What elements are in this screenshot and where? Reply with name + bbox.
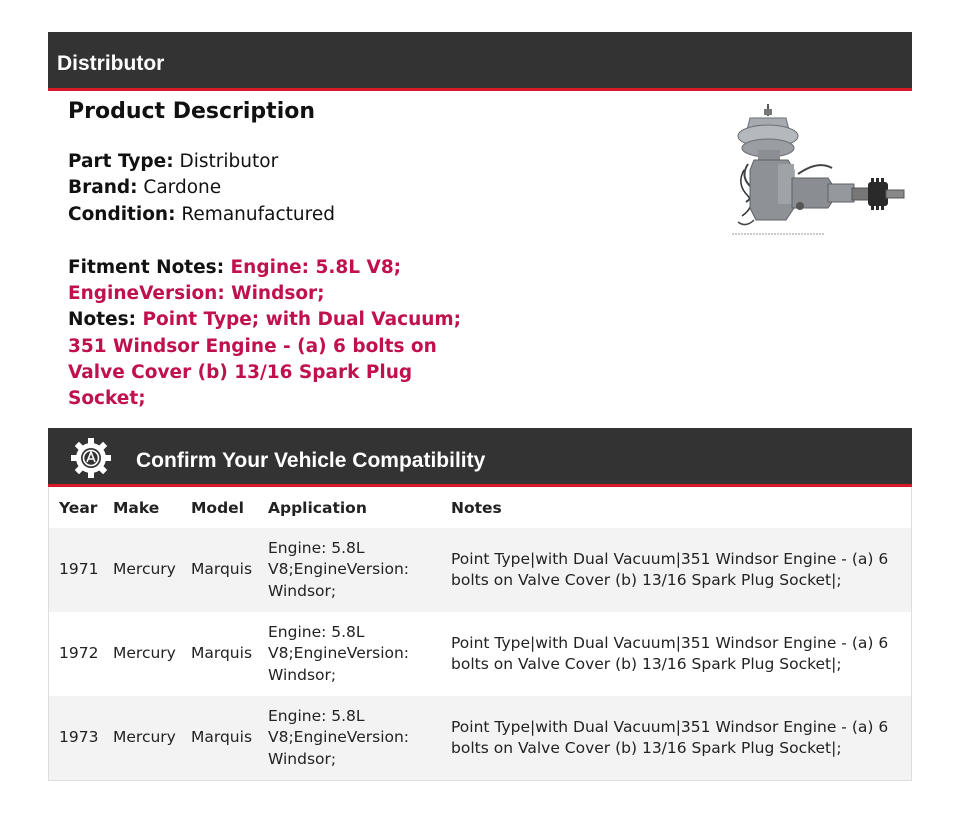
- description-heading: Product Description: [68, 99, 316, 124]
- cell-notes: Point Type|with Dual Vacuum|351 Windsor Engine - (a) 6 bolts on Valve Cover (b) 13/16 Spark Plug Socket|;: [451, 633, 889, 673]
- gear-icon: [70, 437, 112, 479]
- compatibility-table: [48, 487, 912, 781]
- spec-value: Distributor: [179, 151, 279, 172]
- product-description: [68, 96, 688, 413]
- spec-list: [68, 149, 688, 228]
- product-image: [728, 104, 906, 240]
- notes-value: Point Type; with Dual Vacuum; 351 Windsor Engine - (a) 6 bolts on Valve Cover (b) 13/16 Spark Plug Socket;: [68, 309, 462, 410]
- cell-model: Marquis: [191, 644, 253, 663]
- distributor-product-photo: [728, 104, 906, 240]
- fitment-value: Engine: 5.8L V8; EngineVersion: Windsor;: [68, 256, 402, 305]
- compatibility-title: Confirm Your Vehicle Compatibility: [136, 449, 486, 472]
- spec-value: Cardone: [143, 177, 222, 199]
- cell-model: Marquis: [181, 696, 258, 780]
- cell-year: 1971: [49, 528, 103, 612]
- table-row: [49, 696, 911, 780]
- cell-model: Marquis: [181, 528, 258, 612]
- cell-make: Mercury: [103, 528, 181, 612]
- fitment-label: Fitment Notes:: [68, 256, 225, 278]
- column-header-year: Year: [59, 498, 98, 517]
- spec-label: Part Type:: [68, 151, 174, 172]
- fitment-notes: [68, 255, 478, 413]
- spec-label: Brand:: [68, 177, 138, 199]
- spec-label: Condition:: [68, 203, 176, 225]
- table-header-row: [49, 487, 911, 528]
- notes-label: Notes:: [68, 309, 136, 331]
- table-row: [49, 528, 911, 612]
- cell-year: 1972: [59, 644, 99, 663]
- cell-make: Mercury: [103, 696, 181, 780]
- cell-application: Engine: 5.8L V8;EngineVersion: Windsor;: [258, 696, 441, 780]
- cell-notes: Point Type|with Dual Vacuum|351 Windsor Engine - (a) 6 bolts on Valve Cover (b) 13/16 Spark Plug Socket|;: [441, 696, 911, 780]
- column-header-application: Application: [268, 498, 367, 517]
- cell-year: 1973: [49, 696, 103, 780]
- cell-application: Engine: 5.8L V8;EngineVersion: Windsor;: [268, 622, 410, 684]
- cell-notes: Point Type|with Dual Vacuum|351 Windsor Engine - (a) 6 bolts on Valve Cover (b) 13/16 Spark Plug Socket|;: [441, 528, 911, 612]
- spec-condition: [68, 202, 688, 228]
- page-title: Distributor: [57, 52, 165, 75]
- cell-make: Mercury: [113, 644, 176, 663]
- title-banner: [48, 32, 912, 91]
- spec-part-type: [68, 149, 688, 175]
- column-header-model: Model: [191, 498, 244, 517]
- column-header-make: Make: [113, 498, 160, 517]
- spec-brand: [68, 175, 688, 201]
- column-header-notes: Notes: [451, 498, 502, 517]
- compatibility-banner: [48, 428, 912, 487]
- cell-application: Engine: 5.8L V8;EngineVersion: Windsor;: [258, 528, 441, 612]
- spec-value: Remanufactured: [181, 203, 335, 225]
- table-row: [49, 612, 911, 696]
